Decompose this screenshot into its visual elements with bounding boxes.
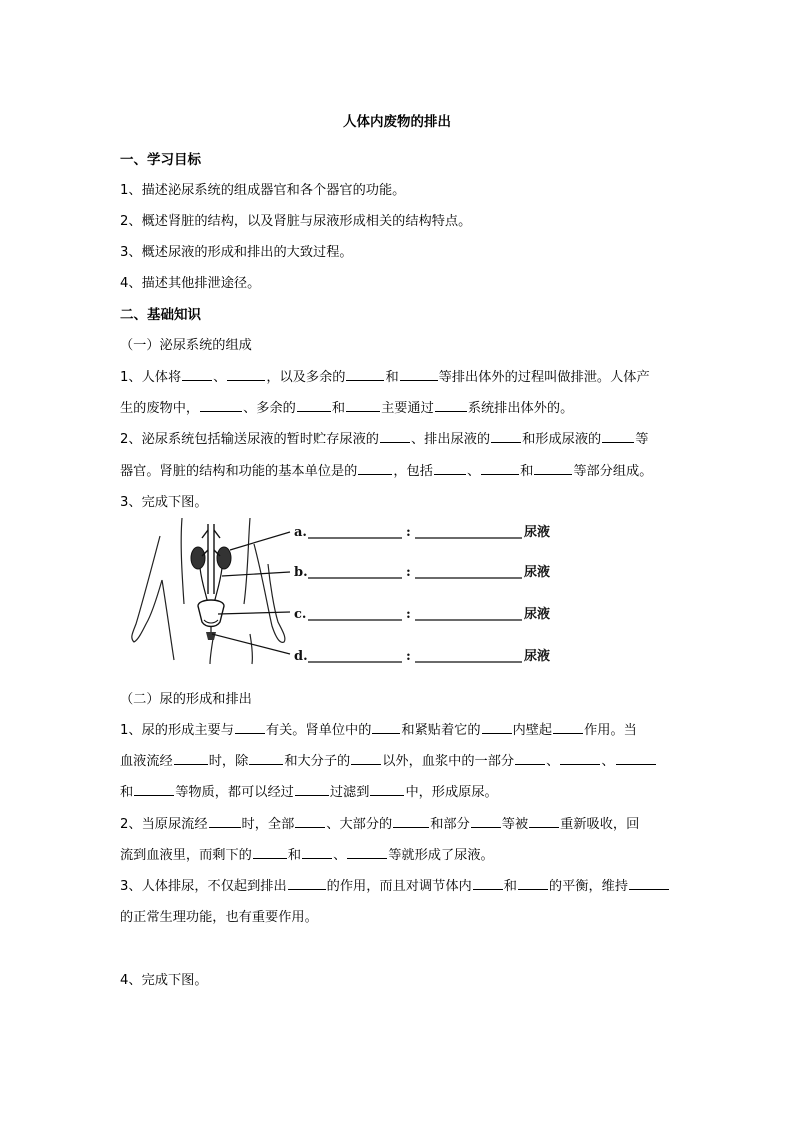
fill-blank[interactable] [629,877,669,890]
question-1-line-1: 1、人体将 、 ，以及多余的 和 等排出体外的过程叫做排泄。人体产 [120,370,650,385]
urinary-system-figure [122,514,562,666]
fill-blank[interactable] [358,462,392,475]
fill-blank[interactable] [297,399,331,412]
label-b: b. [294,565,308,580]
subheading-urinary-system: （一）泌尿系统的组成 [120,338,252,353]
kidneys [191,547,231,569]
urine-label: 尿液 [524,649,551,664]
fill-blank[interactable] [295,783,329,796]
question-4-prompt: 4、完成下图。 [120,973,208,988]
question-1-line-2: 生的废物中， 、多余的 和 主要通过 系统排出体外的。 [120,401,574,416]
fill-blank[interactable] [534,462,572,475]
formation-q3-line-2: 的正常生理功能，也有重要作用。 [120,910,318,925]
fill-blank[interactable] [249,752,283,765]
section-heading-basics: 二、基础知识 [120,307,201,323]
fill-blank[interactable] [372,721,400,734]
fill-blank[interactable] [302,846,332,859]
fill-blank[interactable] [481,462,519,475]
fill-blank[interactable] [200,399,242,412]
fill-blank[interactable] [295,815,325,828]
formation-q1-line-1: 1、尿的形成主要与 有关。肾单位中的 和紧贴着它的 内壁起 作用。当 [120,723,637,738]
objective-item-2: 2、概述肾脏的结构，以及肾脏与尿液形成相关的结构特点。 [120,214,472,229]
fill-blank[interactable] [288,877,326,890]
fill-blank[interactable] [346,368,384,381]
fill-blank[interactable] [471,815,501,828]
fill-blank[interactable] [482,721,512,734]
fill-blank[interactable] [560,752,600,765]
formation-q1-line-3: 和 等物质，都可以经过 过滤到 中，形成原尿。 [120,785,498,800]
fill-blank[interactable] [491,430,521,443]
formation-q2-line-2: 流到血液里，而剩下的 和 、 等就形成了尿液。 [120,848,494,863]
page-title: 人体内废物的排出 [343,114,451,130]
label-d: d. [294,649,308,664]
fill-blank[interactable] [518,877,548,890]
subheading-urine-formation: （二）尿的形成和排出 [120,692,252,707]
fill-blank[interactable] [347,846,387,859]
fill-blank[interactable] [351,752,381,765]
question-2-line-1: 2、泌尿系统包括输送尿液的暂时贮存尿液的 、排出尿液的 和形成尿液的 等 [120,432,649,447]
fill-blank[interactable] [182,368,212,381]
fill-blank[interactable] [235,721,265,734]
fill-blank[interactable] [553,721,583,734]
objective-item-1: 1、描述泌尿系统的组成器官和各个器官的功能。 [120,183,406,198]
label-c: c. [294,607,307,622]
fill-blank[interactable] [134,783,174,796]
bladder [198,600,224,640]
fill-blank[interactable] [393,815,429,828]
colon: : [406,649,411,664]
fill-blank[interactable] [435,399,467,412]
fill-blank[interactable] [529,815,559,828]
urine-label: 尿液 [524,607,551,622]
fill-blank[interactable] [400,368,438,381]
colon: : [406,565,411,580]
formation-q2-line-1: 2、当原尿流经 时，全部 、大部分的 和部分 等被 重新吸收，回 [120,817,640,832]
colon: : [406,607,411,622]
formation-q3-line-1: 3、人体排尿，不仅起到排出 的作用，而且对调节体内 和 的平衡，维持 [120,875,670,894]
urine-label: 尿液 [524,525,551,540]
fill-blank[interactable] [473,877,503,890]
fill-blank[interactable] [209,815,241,828]
fill-blank[interactable] [370,783,404,796]
fill-blank[interactable] [434,462,466,475]
fill-blank[interactable] [380,430,410,443]
formation-q1-line-2: 血液流经 时，除 和大分子的 以外，血浆中的一部分 、 、 [120,750,657,769]
ureters [200,568,222,604]
fill-blank[interactable] [616,752,656,765]
objective-item-4: 4、描述其他排泄途径。 [120,276,261,291]
fill-blank[interactable] [253,846,287,859]
colon: : [406,525,411,540]
question-2-line-2: 器官。肾脏的结构和功能的基本单位是的 ，包括 、 和 等部分组成。 [120,464,653,479]
fill-blank[interactable] [346,399,380,412]
question-3-prompt: 3、完成下图。 [120,495,208,510]
fill-blank[interactable] [174,752,208,765]
urinary-system-diagram [122,514,562,666]
fill-blank[interactable] [602,430,634,443]
objective-item-3: 3、概述尿液的形成和排出的大致过程。 [120,245,353,260]
urine-label: 尿液 [524,565,551,580]
fill-blank[interactable] [227,368,265,381]
section-heading-objectives: 一、学习目标 [120,152,201,168]
fill-blank[interactable] [515,752,545,765]
label-a: a. [294,525,307,540]
